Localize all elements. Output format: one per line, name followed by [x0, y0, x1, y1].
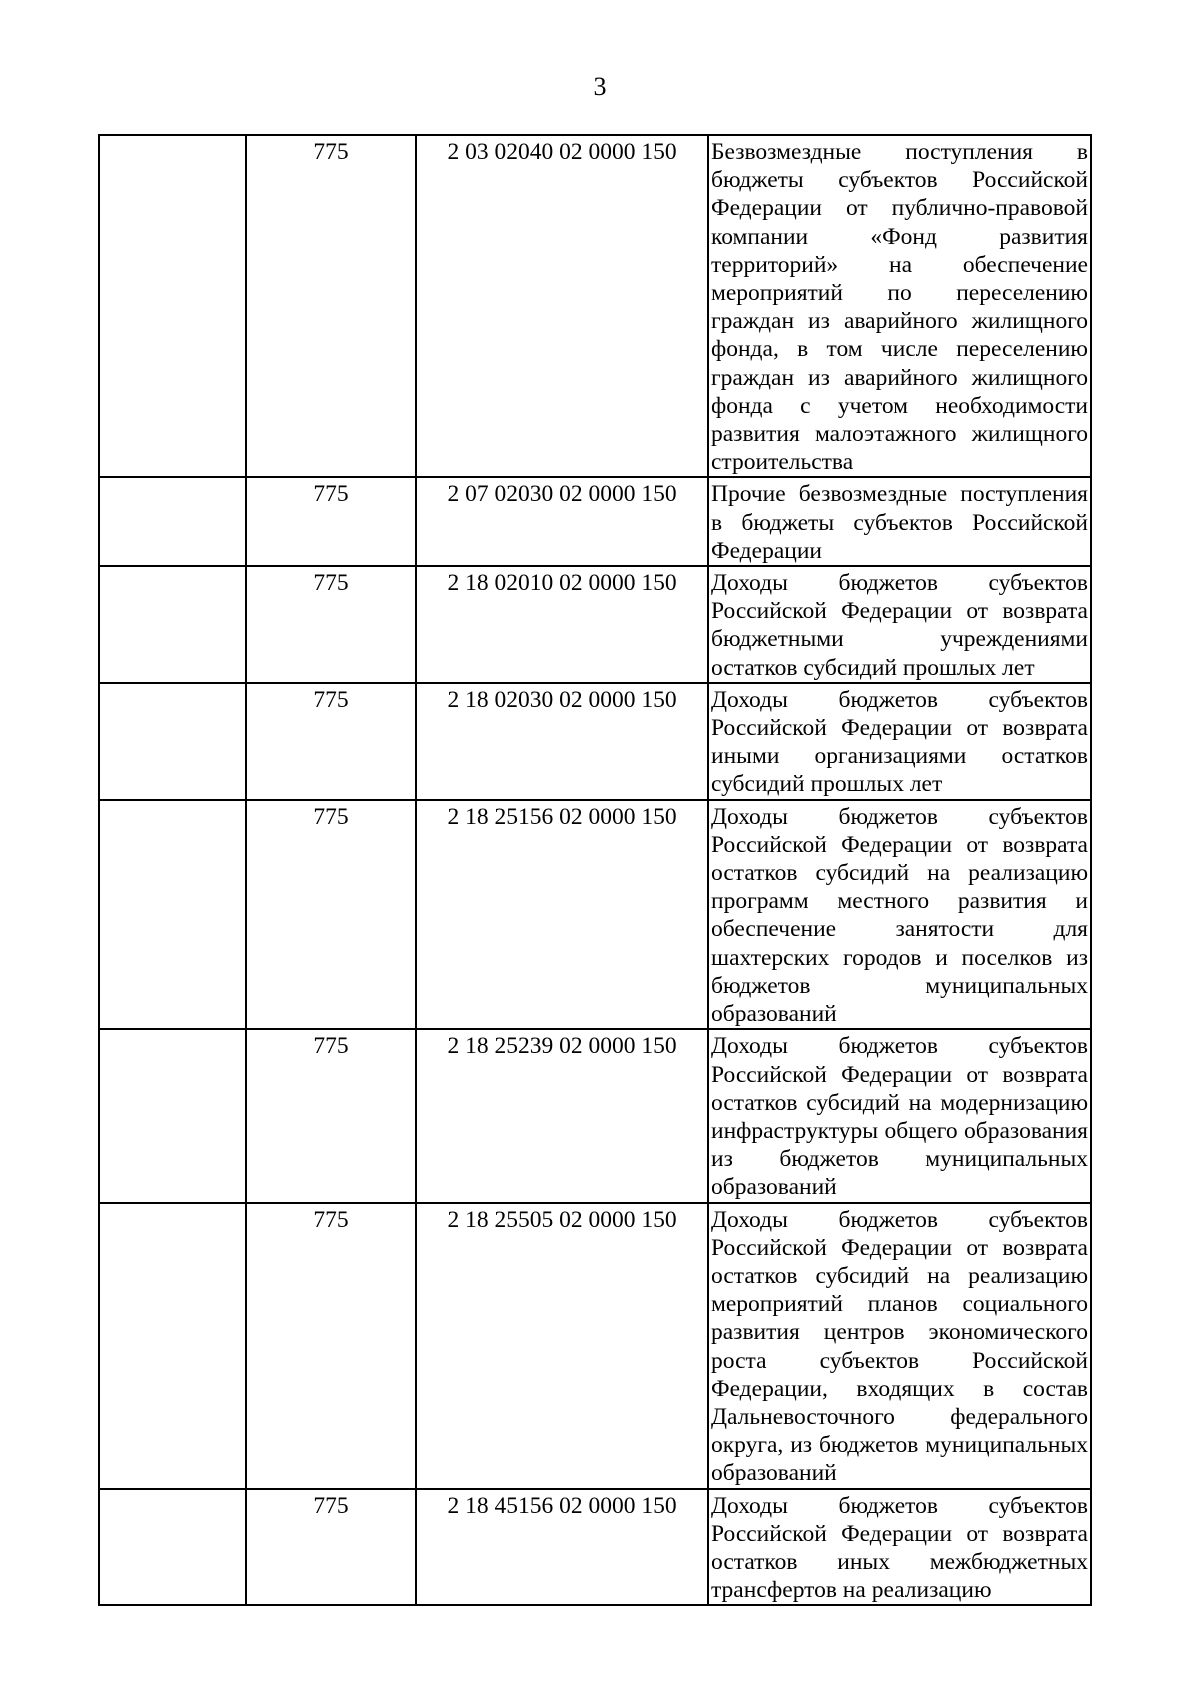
empty-cell	[99, 135, 246, 477]
admin-code-cell	[246, 1029, 416, 1202]
admin-code-cell	[246, 566, 416, 683]
income-code-cell	[416, 477, 708, 566]
income-name-cell	[708, 1029, 1091, 1202]
empty-cell	[99, 1489, 246, 1606]
empty-cell	[99, 477, 246, 566]
income-name-cell	[708, 683, 1091, 800]
income-name-cell	[708, 135, 1091, 477]
empty-cell	[99, 566, 246, 683]
empty-cell	[99, 1029, 246, 1202]
income-name-cell	[708, 1203, 1091, 1489]
table-row	[99, 566, 1091, 683]
income-name: Доходы бюджетов субъектов Российской Федерации от возврата бюджетными учреждениями остатков субсидий прошлых лет	[711, 570, 1088, 681]
empty-cell	[99, 683, 246, 800]
income-name-cell	[708, 1489, 1091, 1606]
income-code: 2 18 45156 02 0000 150	[447, 1492, 677, 1519]
income-name: Доходы бюджетов субъектов Российской Федерации от возврата остатков субсидий на реализацию программ местного развития и обеспечение занятости для шахтерских городов и поселков из бюджетов муниципальных образований	[711, 803, 1088, 1028]
income-name: Доходы бюджетов субъектов Российской Федерации от возврата остатков субсидий на реализацию мероприятий планов социального развития центров экономического роста субъектов Российской Федерации, входящих в состав Дальневосточного федерального округа, из бюджетов муниципальных образований	[711, 1206, 1088, 1487]
income-code-cell	[416, 566, 708, 683]
income-name-cell	[708, 566, 1091, 683]
income-name: Прочие безвозмездные поступления в бюджеты субъектов Российской Федерации	[711, 481, 1088, 564]
table-row	[99, 1029, 1091, 1202]
table-row	[99, 1489, 1091, 1606]
admin-code: 775	[313, 686, 349, 713]
income-code-cell	[416, 135, 708, 477]
admin-code-cell	[246, 683, 416, 800]
income-name-cell	[708, 477, 1091, 566]
income-code-cell	[416, 800, 708, 1030]
empty-cell	[99, 1203, 246, 1489]
income-code-cell	[416, 1203, 708, 1489]
admin-code: 775	[313, 1492, 349, 1519]
income-code: 2 07 02030 02 0000 150	[447, 481, 677, 508]
admin-code-cell	[246, 477, 416, 566]
income-name: Доходы бюджетов субъектов Российской Федерации от возврата остатков иных межбюджетных трансфертов на реализацию	[711, 1492, 1088, 1604]
admin-code: 775	[313, 481, 349, 508]
admin-code: 775	[313, 139, 349, 165]
income-code-cell	[416, 1489, 708, 1606]
admin-code: 775	[313, 1206, 349, 1233]
income-name-cell	[708, 800, 1091, 1030]
income-code: 2 18 25239 02 0000 150	[447, 1033, 677, 1060]
admin-code-cell	[246, 800, 416, 1030]
page-number: 3	[593, 72, 607, 101]
income-code: 2 18 02030 02 0000 150	[447, 686, 677, 713]
table-row	[99, 683, 1091, 800]
revenue-codes-table	[98, 134, 1092, 1606]
income-code: 2 03 02040 02 0000 150	[447, 139, 677, 165]
table-row	[99, 800, 1091, 1030]
admin-code-cell	[246, 1203, 416, 1489]
admin-code-cell	[246, 135, 416, 477]
income-code-cell	[416, 1029, 708, 1202]
admin-code: 775	[313, 803, 349, 830]
table-row	[99, 477, 1091, 566]
income-name: Безвозмездные поступления в бюджеты субъектов Российской Федерации от публично-правовой компании «Фонд развития территорий» на обеспечение мероприятий по переселению граждан из аварийного жилищного фонда, в том числе переселению граждан из аварийного жилищного фонда с учетом необходимости развития малоэтажного жилищного строительства	[711, 139, 1088, 476]
admin-code: 775	[313, 1033, 349, 1060]
admin-code-cell	[246, 1489, 416, 1606]
table-row	[99, 1203, 1091, 1489]
income-code: 2 18 25156 02 0000 150	[447, 803, 677, 830]
income-name: Доходы бюджетов субъектов Российской Федерации от возврата иными организациями остатков субсидий прошлых лет	[711, 686, 1088, 798]
empty-cell	[99, 800, 246, 1030]
table-row	[99, 135, 1091, 477]
income-name: Доходы бюджетов субъектов Российской Федерации от возврата остатков субсидий на модернизацию инфраструктуры общего образования из бюджетов муниципальных образований	[711, 1033, 1088, 1201]
income-code: 2 18 25505 02 0000 150	[447, 1206, 677, 1233]
income-code-cell	[416, 683, 708, 800]
admin-code: 775	[313, 570, 349, 597]
income-code: 2 18 02010 02 0000 150	[447, 570, 677, 597]
